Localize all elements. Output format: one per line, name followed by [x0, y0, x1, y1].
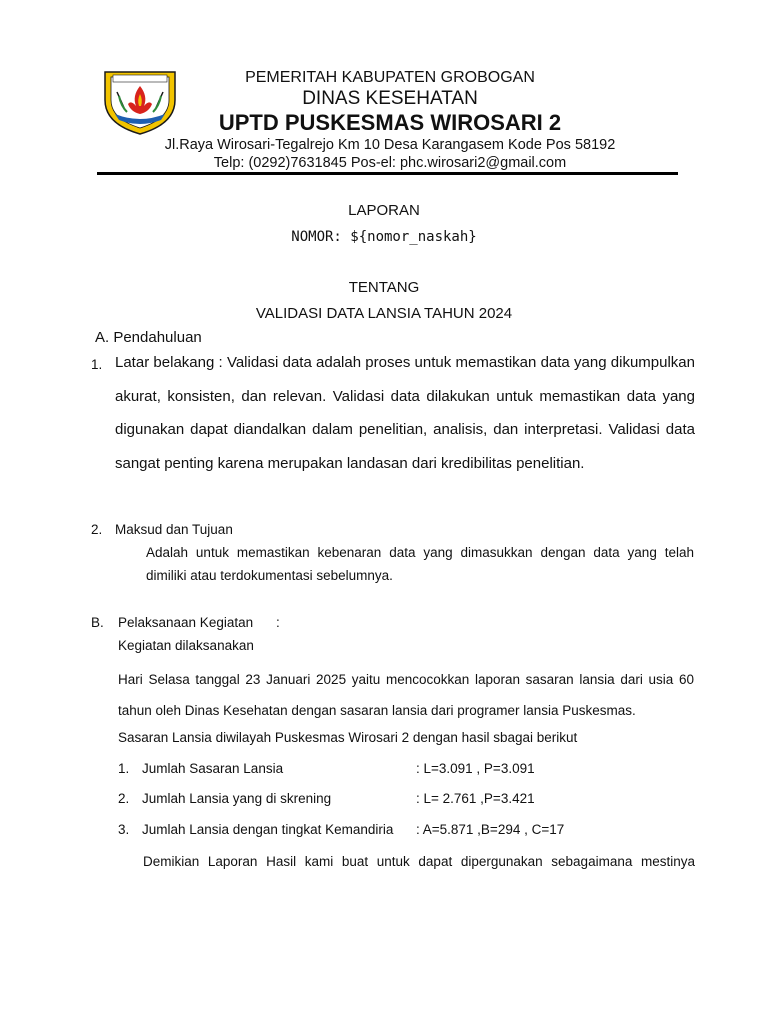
item-2-purpose-text: Adalah untuk memastikan kebenaran data yang dimasukkan dengan data yang telah dimiliki atau terdokumentasi sebelumnya.	[146, 545, 694, 583]
section-b-subheading: Kegiatan dilaksanakan	[118, 638, 254, 653]
section-b-letter: B.	[91, 615, 104, 630]
letterhead-divider	[97, 172, 678, 175]
letterhead-address: Jl.Raya Wirosari-Tegalrejo Km 10 Desa Karangasem Kode Pos 58192	[164, 137, 616, 153]
item-1-number: 1.	[91, 357, 103, 372]
list-item-label: Jumlah Lansia dengan tingkat Kemandiria	[142, 822, 394, 837]
letterhead-institution: UPTD PUSKESMAS WIROSARI 2	[218, 110, 562, 135]
doc-number: NOMOR: ${nomor_naskah}	[291, 229, 477, 245]
section-b-heading: Pelaksanaan Kegiatan	[118, 615, 254, 630]
list-item-value: : L= 2.761 ,P=3.421	[416, 791, 535, 806]
list-item-value: : A=5.871 ,B=294 , C=17	[416, 822, 565, 837]
list-item	[118, 761, 718, 776]
item-2-number: 2.	[91, 522, 103, 537]
letterhead-government: PEMERITAH KABUPATEN GROBOGAN	[245, 69, 535, 86]
list-item-number: 2.	[118, 791, 130, 806]
closing-statement: Demikian Laporan Hasil kami buat untuk dapat dipergunakan sebagaimana mestinya	[143, 854, 695, 869]
list-item-value: : L=3.091 , P=3.091	[416, 761, 535, 776]
list-item	[118, 791, 718, 806]
section-b-colon: :	[276, 615, 280, 630]
letterhead	[120, 68, 660, 172]
list-item-label: Jumlah Sasaran Lansia	[142, 761, 284, 776]
letterhead-contact: Telp: (0292)7631845 Pos-el: phc.wirosari2@gmail.com	[213, 155, 567, 171]
list-item-label: Jumlah Lansia yang di skrening	[142, 791, 332, 806]
doc-subject: VALIDASI DATA LANSIA TAHUN 2024	[255, 305, 513, 322]
list-item-number: 3.	[118, 822, 130, 837]
section-b-paragraph-1: Hari Selasa tanggal 23 Januari 2025 yaitu mencocokkan laporan sasaran lansia dari usia 60 tahun oleh Dinas Kesehatan dengan sasaran lansia dari programer lansia Puskesmas.	[118, 672, 694, 718]
item-2-title: Maksud dan Tujuan	[115, 522, 233, 537]
doc-type: LAPORAN	[348, 202, 420, 219]
list-item-number: 1.	[118, 761, 130, 776]
list-item	[118, 822, 718, 837]
doc-about: TENTANG	[348, 279, 420, 296]
section-a-heading: A. Pendahuluan	[95, 329, 202, 346]
letterhead-department: DINAS KESEHATAN	[302, 88, 478, 109]
section-b-paragraph-2: Sasaran Lansia diwilayah Puskesmas Wirosari 2 dengan hasil sbagai berikut	[118, 730, 578, 745]
item-1-background-text: Latar belakang : Validasi data adalah proses untuk memastikan data yang dikumpulkan akurat, konsisten, dan relevan. Validasi data dilakukan untuk memastikan data yang digunakan dapat diandalkan dalam penelitian, analisis, dan interpretasi. Validasi data sangat penting karena merupakan landasan dari kredibilitas penelitian.	[115, 354, 695, 472]
